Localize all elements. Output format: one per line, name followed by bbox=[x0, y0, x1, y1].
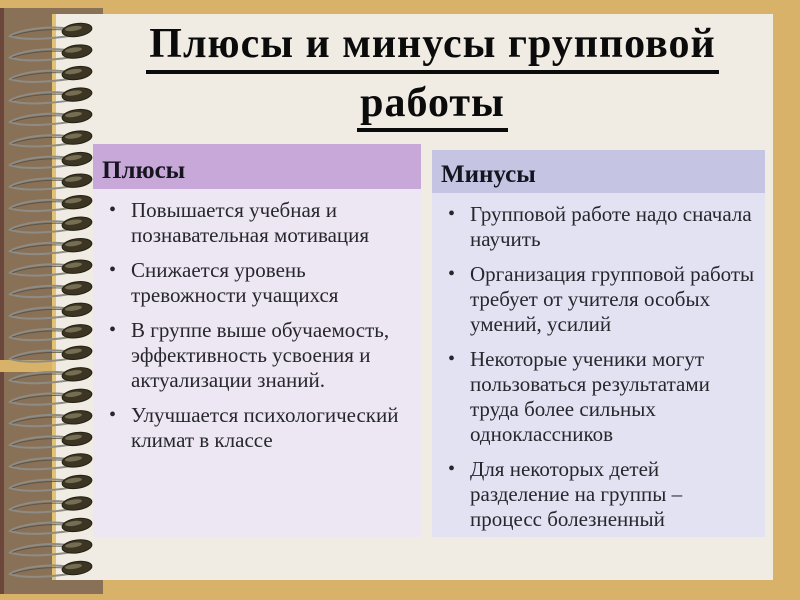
slide-title bbox=[95, 20, 770, 137]
cons-header-label: Минусы bbox=[441, 161, 536, 188]
bullet-item: • Групповой работе надо сначала научить bbox=[446, 202, 759, 252]
bullet-item: • Некоторые ученики могут пользоваться результатами труда более сильных одноклассников bbox=[446, 347, 759, 447]
title-line-1: Плюсы и минусы групповой bbox=[95, 20, 770, 74]
pros-body bbox=[93, 189, 421, 537]
bullet-item: • Для некоторых детей разделение на группы – процесс болезненный bbox=[446, 457, 759, 532]
pros-header-label: Плюсы bbox=[102, 157, 186, 184]
bullet-item: • Повышается учебная и познавательная мотивация bbox=[107, 198, 415, 248]
bullet-item: • Улучшается психологический климат в классе bbox=[107, 403, 415, 453]
cons-list bbox=[432, 193, 765, 532]
cons-column bbox=[432, 150, 765, 537]
pros-list bbox=[93, 189, 421, 453]
pros-header bbox=[93, 144, 421, 189]
bullet-item: • Организация групповой работы требует от учителя особых умений, усилий bbox=[446, 262, 759, 337]
bullet-item: • В группе выше обучаемость, эффективность усвоения и актуализации знаний. bbox=[107, 318, 415, 393]
bullet-item: • Снижается уровень тревожности учащихся bbox=[107, 258, 415, 308]
cons-body bbox=[432, 193, 765, 537]
pros-column bbox=[93, 144, 421, 537]
cons-header bbox=[432, 150, 765, 193]
title-line-2: работы bbox=[95, 79, 770, 133]
